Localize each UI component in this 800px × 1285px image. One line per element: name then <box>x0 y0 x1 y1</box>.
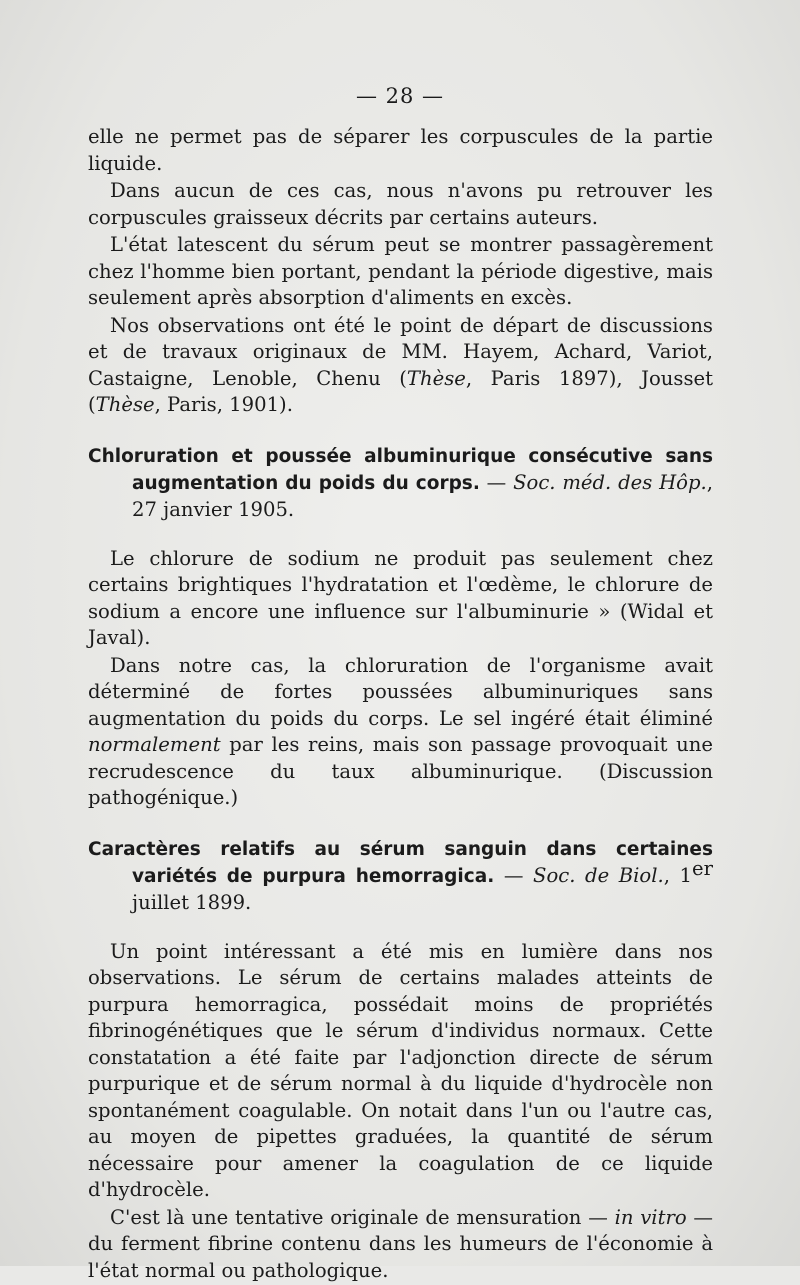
paragraph-8 <box>88 1205 713 1285</box>
heading-2-date-b: juillet 1899. <box>132 890 252 914</box>
paragraph-2: Dans aucun de ces cas, nous n'avons pu retrouver les corpuscules graisseux décrits par certains auteurs. <box>88 179 713 229</box>
heading-2-dash: — <box>494 863 534 887</box>
heading-1-source: Soc. méd. des Hôp. <box>513 470 707 494</box>
paragraph-4-text-c: , Paris, 1901). <box>154 393 293 416</box>
paragraph-1: elle ne permet pas de séparer les corpuscules de la partie liquide. <box>88 125 713 175</box>
heading-2-title: Caractères relatifs au sérum sanguin dans certaines variétés de purpura hemorragica. <box>88 838 713 887</box>
paragraph-3: L'état latescent du sérum peut se montrer passagèrement chez l'homme bien portant, pendant la période digestive, mais seulement après absorption d'aliments en excès. <box>88 233 713 309</box>
heading-2-source: Soc. de Biol. <box>533 863 664 887</box>
paragraph-6-text-a: Dans notre cas, la chloruration de l'organisme avait déterminé de fortes poussées albuminuriques sans augmentation du poids du corps. Le sel ingéré était éliminé <box>88 653 713 730</box>
paragraph-4-text-b: , Paris 1897), Jousset ( <box>88 366 713 416</box>
section-heading-purpura <box>88 837 713 917</box>
paragraph-8-text-a: C'est là une tentative originale de mensuration — <box>110 1205 615 1229</box>
heading-1-title: Chloruration et poussée albuminurique consécutive sans augmentation du poids du corps. <box>88 445 713 494</box>
paragraph-6 <box>88 653 713 812</box>
paragraph-8-emphasis: in vitro <box>614 1205 687 1229</box>
heading-1-dash: — <box>479 470 514 494</box>
page-number: — 28 — <box>355 84 445 108</box>
section-heading-chloruration <box>88 444 713 524</box>
paragraph-4-these-1: Thèse <box>406 366 466 390</box>
paragraph-4-these-2: Thèse <box>95 393 155 416</box>
paragraph-5: Le chlorure de sodium ne produit pas seulement chez certains brightiques l'hydratation et l'œdème, le chlorure de sodium a encore une influence sur l'albuminurie » (Widal et Javal). <box>88 546 713 649</box>
paragraph-4-text-a: Nos observations ont été le point de départ de discussions et de travaux originaux de MM. Hayem, Achard, Variot, Castaigne, Lenoble, Chenu ( <box>88 313 713 390</box>
page-body <box>88 124 713 1285</box>
paragraph-6-emphasis: normalement <box>88 733 221 756</box>
heading-1-date: , 27 janvier 1905. <box>132 470 713 521</box>
paragraph-8-text-b: — du ferment fibrine contenu dans les humeurs de l'économie à l'état normal ou pathologique. <box>88 1205 713 1282</box>
paragraph-6-text-b: par les reins, mais son passage provoquait une recrudescence du taux albuminurique. (Discussion pathogénique.) <box>88 733 713 809</box>
paragraph-7: Un point intéressant a été mis en lumière dans nos observations. Le sérum de certains malades atteints de purpura hemorragica, possédait moins de propriétés fibrinogénétiques que le sérum d'individus normaux. Cette constatation a été faite par l'adjonction directe de sérum purpurique et de sérum normal à du liquide d'hydrocèle non spontanément coagulable. On notait dans l'un ou l'autre cas, au moyen de pipettes graduées, la quantité de sérum nécessaire pour amener la coagulation de ce liquide d'hydrocèle. <box>88 939 713 1201</box>
paragraph-4 <box>88 313 713 419</box>
heading-2-date-a: , 1 <box>663 863 693 887</box>
heading-2-superscript: er <box>692 856 713 880</box>
